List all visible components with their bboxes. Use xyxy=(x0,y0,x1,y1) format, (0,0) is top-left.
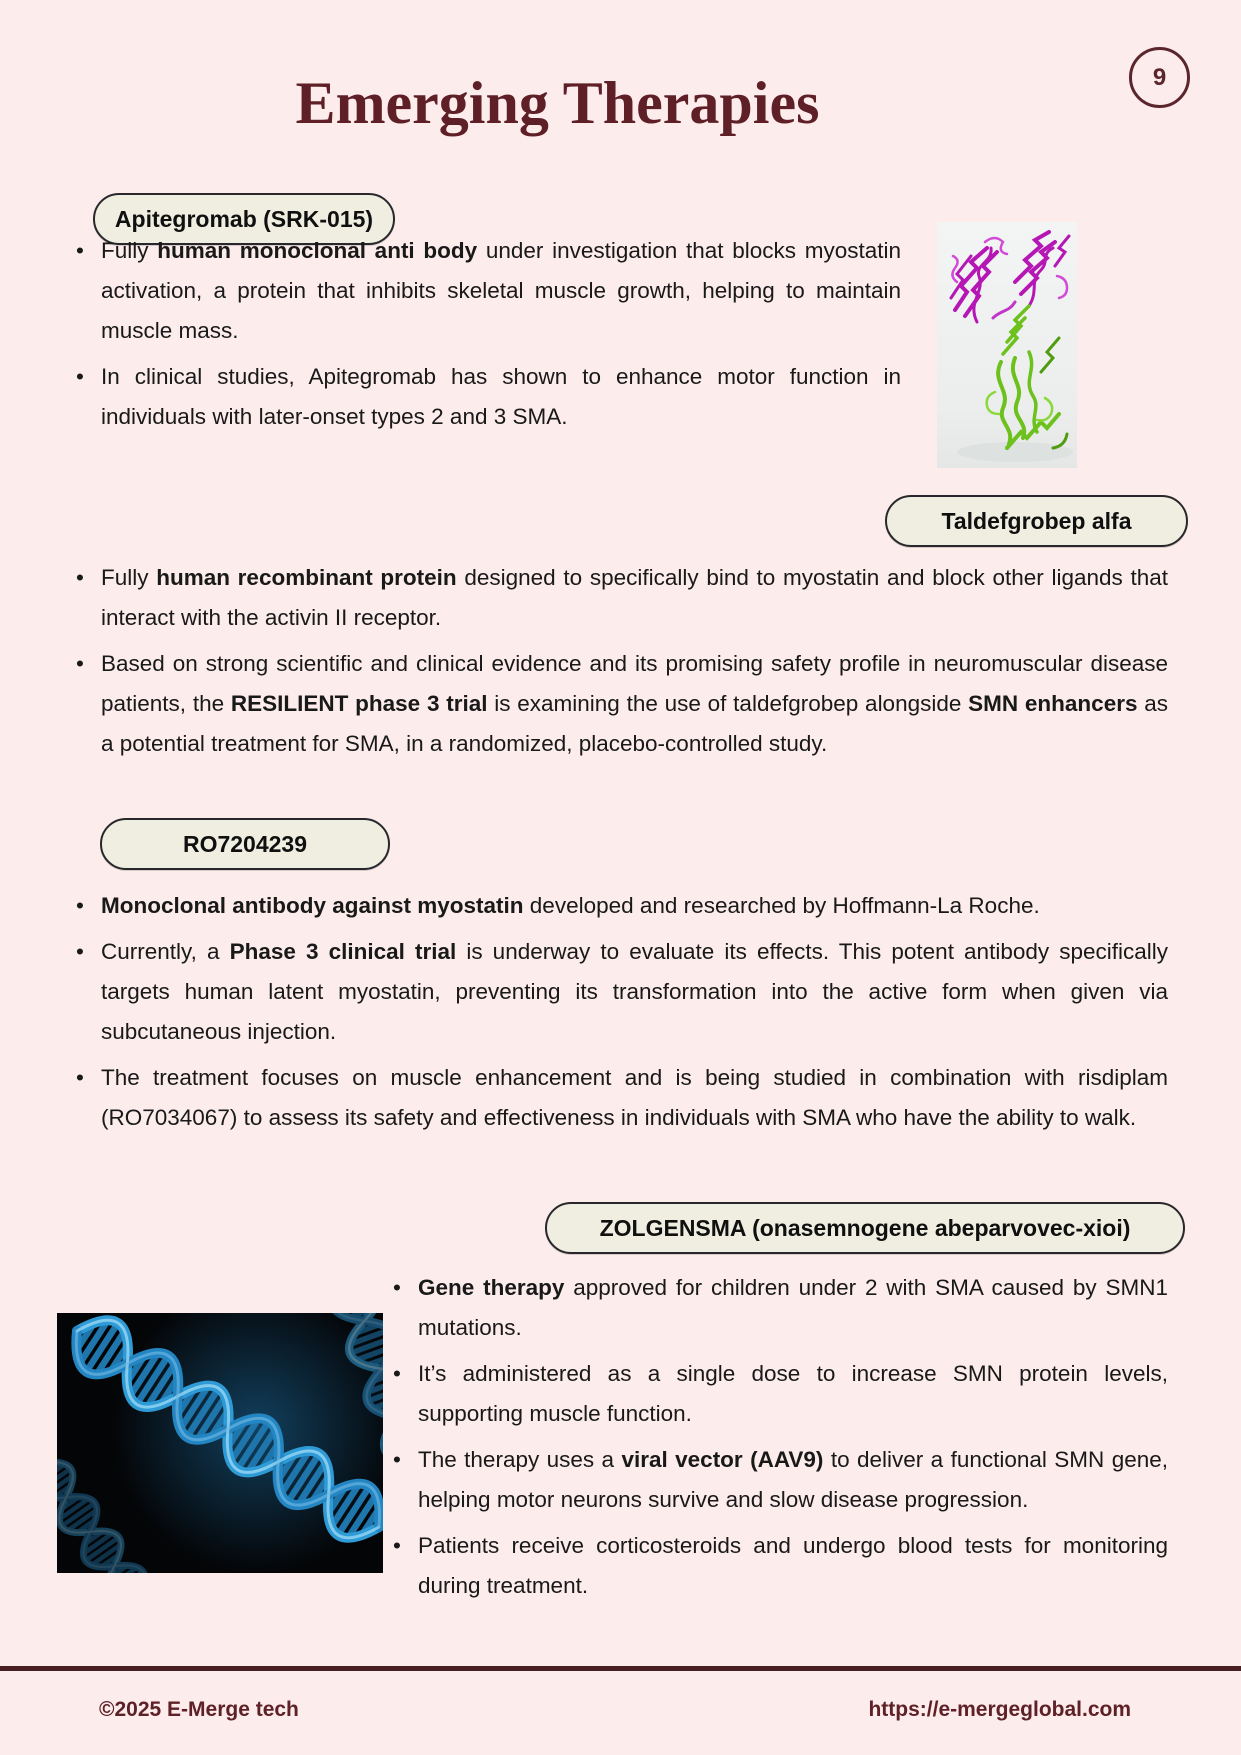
section-pill-label: Taldefgrobep alfa xyxy=(941,507,1132,534)
dna-helix-image xyxy=(57,1313,383,1573)
footer-divider xyxy=(0,1666,1241,1671)
bullet-item: • The treatment focuses on muscle enhancement and is being studied in combination with risdiplam (RO7034067) to assess its safety and effectiveness in individuals with SMA who have the ability to walk. xyxy=(73,1058,1168,1138)
page-number: 9 xyxy=(1152,63,1167,91)
antibody-structure-image xyxy=(937,222,1077,468)
section-pill-ro7204239 xyxy=(100,818,390,870)
taldefgrobep-bullet-list xyxy=(73,558,1168,770)
section-pill-taldefgrobep xyxy=(885,495,1188,547)
bullet-item: • Gene therapy approved for children under 2 with SMA caused by SMN1 mutations. xyxy=(390,1268,1168,1348)
bullet-item: • In clinical studies, Apitegromab has shown to enhance motor function in individuals with later-onset types 2 and 3 SMA. xyxy=(73,357,901,437)
bullet-item: • Fully human recombinant protein designed to specifically bind to myostatin and block other ligands that interact with the activin II receptor. xyxy=(73,558,1168,638)
dna-double-helix-icon xyxy=(57,1313,383,1573)
bullet-item: • Based on strong scientific and clinical evidence and its promising safety profile in neuromuscular disease patients, the RESILIENT phase 3 trial is examining the use of taldefgrobep alongside SMN enhancers as a potential treatment for SMA, in a randomized, placebo-controlled study. xyxy=(73,644,1168,764)
footer xyxy=(99,1698,1131,1722)
bullet-item: • Patients receive corticosteroids and undergo blood tests for monitoring during treatment. xyxy=(390,1526,1168,1606)
bullet-item: • Monoclonal antibody against myostatin developed and researched by Hoffmann-La Roche. xyxy=(73,886,1168,926)
footer-copyright: ©2025 E-Merge tech xyxy=(99,1698,299,1721)
bullet-item: • The therapy uses a viral vector (AAV9) to deliver a functional SMN gene, helping motor neurons survive and slow disease progression. xyxy=(390,1440,1168,1520)
section-pill-label: RO7204239 xyxy=(182,830,308,857)
page-number-badge xyxy=(1129,47,1190,108)
bullet-item: • Currently, a Phase 3 clinical trial is underway to evaluate its effects. This potent antibody specifically targets human latent myostatin, preventing its transformation into the active form when given via subcutaneous injection. xyxy=(73,932,1168,1052)
bullet-item: • It’s administered as a single dose to increase SMN protein levels, supporting muscle function. xyxy=(390,1354,1168,1434)
ro7204239-bullet-list xyxy=(73,886,1168,1144)
page-title: Emerging Therapies xyxy=(295,70,820,136)
apitegromab-bullet-list xyxy=(73,231,901,443)
bullet-item: • Fully human monoclonal anti body under investigation that blocks myostatin activation, a protein that inhibits skeletal muscle growth, helping to maintain muscle mass. xyxy=(73,231,901,351)
zolgensma-bullet-list xyxy=(390,1268,1168,1612)
section-pill-zolgensma xyxy=(545,1202,1185,1254)
section-pill-label: ZOLGENSMA (onasemnogene abeparvovec-xioi) xyxy=(599,1214,1131,1241)
antibody-ribbon-icon xyxy=(937,222,1077,468)
footer-url: https://e-mergeglobal.com xyxy=(868,1698,1131,1721)
section-pill-label: Apitegromab (SRK-015) xyxy=(114,205,374,232)
